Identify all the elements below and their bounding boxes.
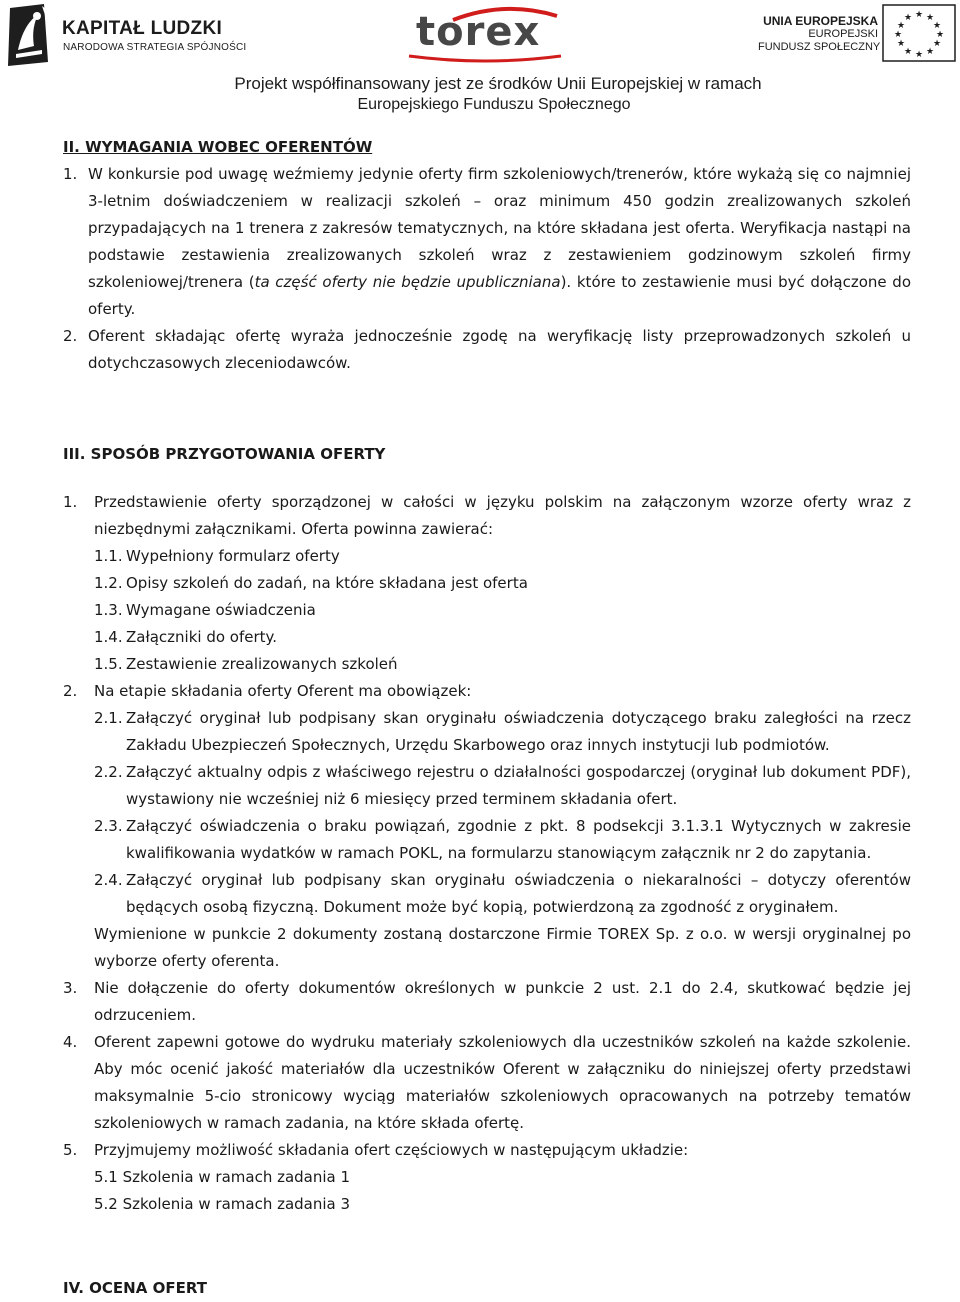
section-3-sub-1-1 bbox=[63, 543, 911, 570]
section-3-sub-1-3 bbox=[63, 597, 911, 624]
sub-number: 2.4. bbox=[94, 871, 123, 889]
item-number: 2. bbox=[63, 682, 78, 700]
section-3-item-5-b: 5.2 Szkolenia w ramach zadania 3 bbox=[94, 1195, 351, 1213]
sub-number: 1.4. bbox=[94, 628, 123, 646]
item-number: 1. bbox=[63, 165, 78, 183]
svg-text:★: ★ bbox=[903, 12, 913, 22]
section-3-item-4 bbox=[63, 1029, 911, 1137]
item-text: Nie dołączenie do oferty dokumentów określonych w punkcie 2 ust. 2.1 do 2.4, skutkować będzie jej odrzuceniem. bbox=[94, 979, 911, 1024]
kapital-ludzki-title: KAPITAŁ LUDZKI bbox=[62, 18, 223, 39]
item-text: Na etapie składania oferty Oferent ma obowiązek: bbox=[94, 682, 472, 700]
svg-text:★: ★ bbox=[925, 46, 935, 56]
section-3-item-5 bbox=[63, 1137, 911, 1164]
torex-logo: torex bbox=[416, 9, 541, 55]
svg-text:★: ★ bbox=[893, 29, 903, 39]
item-text: W konkursie pod uwagę weźmiemy jedynie oferty firm szkoleniowych/trenerów, które wykażą się co najmniej 3-letnim doświadczeniem w realizacji szkoleń – oraz minimum 450 godzin zrealizowanych szkoleń przypadających na 1 trenera z zakresów tematycznych, na które składana jest oferta. bbox=[88, 165, 911, 237]
item-number: 4. bbox=[63, 1033, 78, 1051]
svg-text:★: ★ bbox=[935, 29, 945, 39]
section-2-item-2 bbox=[63, 323, 911, 377]
sub-number: 2.3. bbox=[94, 817, 123, 835]
section-3-item-2-note: Wymienione w punkcie 2 dokumenty zostaną dostarczone Firmie TOREX Sp. z o.o. w wersji oryginalnej po wyborze oferty oferenta. bbox=[94, 925, 911, 970]
section-3-sub-2-3 bbox=[63, 813, 911, 867]
item-text-b-post: ). które to zestawienie musi być dołączone do oferty. bbox=[88, 273, 911, 318]
section-3-sub-1-2 bbox=[63, 570, 911, 597]
sub-number: 1.1. bbox=[94, 547, 123, 565]
section-3-item-5-a: 5.1 Szkolenia w ramach zadania 1 bbox=[94, 1168, 351, 1186]
sub-text: Zestawienie zrealizowanych szkoleń bbox=[126, 655, 398, 673]
sub-text: Załączyć aktualny odpis z właściwego rejestru o działalności gospodarczej (oryginał lub dokument PDF), wystawiony nie wcześniej niż 6 miesięcy przed terminem składania ofert. bbox=[126, 763, 911, 808]
item-number: 2. bbox=[63, 327, 78, 345]
svg-text:★: ★ bbox=[896, 38, 906, 48]
svg-text:★: ★ bbox=[896, 20, 906, 30]
sub-number: 1.2. bbox=[94, 574, 123, 592]
eu-line3: FUNDUSZ SPOŁECZNY bbox=[758, 41, 881, 53]
sub-text: Opisy szkoleń do zadań, na które składana jest oferta bbox=[126, 574, 528, 592]
section-3-item-3 bbox=[63, 975, 911, 1029]
section-3-sub-1-5 bbox=[63, 651, 911, 678]
svg-text:★: ★ bbox=[914, 49, 924, 59]
svg-text:★: ★ bbox=[925, 12, 935, 22]
eu-flag-icon bbox=[882, 4, 956, 62]
section-4-heading: IV. OCENA OFERT bbox=[63, 1279, 207, 1297]
section-3-item-2 bbox=[63, 678, 911, 705]
section-3-sub-2-2 bbox=[63, 759, 911, 813]
item-text: Przyjmujemy możliwość składania ofert częściowych w następującym układzie: bbox=[94, 1141, 689, 1159]
document-body bbox=[63, 134, 911, 1302]
section-3-sub-1-4 bbox=[63, 624, 911, 651]
sub-number: 1.5. bbox=[94, 655, 123, 673]
torex-underline-icon bbox=[405, 52, 565, 66]
section-3-sub-2-1 bbox=[63, 705, 911, 759]
sub-text: Załączyć oświadczenia o braku powiązań, zgodnie z pkt. 8 podsekcji 3.1.3.1 Wytycznych w zakresie kwalifikowania wydatków w ramach POKL, na formularzu stanowiącym załącznik nr 2 do zapytania. bbox=[126, 817, 911, 862]
item-text: Oferent zapewni gotowe do wydruku materiały szkoleniowych dla uczestników szkoleń na każde szkolenie. Aby móc ocenić jakość materiałów dla uczestników Oferent w załączniku do niniejszej oferty przedstawi maksymalnie 5-cio stronicowy wyciąg materiałów szkoleniowych opracowanych na potrzeby tematów szkoleniowych w ramach zadania, na które składa ofertę. bbox=[94, 1033, 911, 1132]
sub-text: Wypełniony formularz oferty bbox=[126, 547, 340, 565]
sub-text: Załączniki do oferty. bbox=[126, 628, 278, 646]
page-header bbox=[0, 0, 960, 120]
eu-line1: UNIA EUROPEJSKA bbox=[763, 14, 878, 28]
project-line-2: Europejskiego Funduszu Społecznego bbox=[357, 96, 631, 113]
item-text: Oferent składając ofertę wyraża jednocześnie zgodę na weryfikację listy przeprowadzonych szkoleń u dotychczasowych zleceniodawców. bbox=[88, 327, 911, 372]
svg-text:★: ★ bbox=[914, 9, 924, 19]
section-2-item-1 bbox=[63, 161, 911, 323]
item-number: 3. bbox=[63, 979, 78, 997]
svg-text:★: ★ bbox=[932, 20, 942, 30]
section-3-heading: III. SPOSÓB PRZYGOTOWANIA OFERTY bbox=[63, 445, 386, 463]
item-text-b-italic: ta część oferty nie będzie upubliczniana bbox=[254, 273, 561, 291]
section-2-heading: II. WYMAGANIA WOBEC OFERENTÓW bbox=[63, 138, 373, 156]
sub-number: 2.1. bbox=[94, 709, 123, 727]
sub-text: Załączyć oryginał lub podpisany skan oryginału oświadczenia dotyczącego braku zaległości na rzecz Zakładu Ubezpieczeń Społecznych, Urzędu Skarbowego oraz innych instytucji lub podmiotów. bbox=[126, 709, 911, 754]
eu-text-block bbox=[758, 14, 881, 54]
section-3-sub-2-4 bbox=[63, 867, 911, 921]
kapital-ludzki-subtitle: NARODOWA STRATEGIA SPÓJNOŚCI bbox=[63, 42, 247, 53]
item-number: 5. bbox=[63, 1141, 78, 1159]
eu-line2: EUROPEJSKI bbox=[808, 28, 878, 40]
sub-number: 1.3. bbox=[94, 601, 123, 619]
section-3-item-1 bbox=[63, 489, 911, 543]
item-text: Przedstawienie oferty sporządzonej w całości w języku polskim na załączonym wzorze oferty wraz z niezbędnymi załącznikami. Oferta powinna zawierać: bbox=[94, 493, 911, 538]
svg-text:★: ★ bbox=[932, 38, 942, 48]
sub-text: Wymagane oświadczenia bbox=[126, 601, 316, 619]
sub-number: 2.2. bbox=[94, 763, 123, 781]
sub-text: Załączyć oryginał lub podpisany skan oryginału oświadczenia o niekaralności – dotyczy oferentów będących osobą fizyczną. Dokument może być kopią, potwierdzoną za zgodność z oryginałem. bbox=[126, 871, 911, 916]
item-number: 1. bbox=[63, 493, 78, 511]
item-text-b-pre: Weryfikacja nastąpi na podstawie zestawienia zrealizowanych szkoleń wraz z zestawieniem godzinowym szkoleń firmy szkoleniowej/trenera ( bbox=[88, 219, 911, 291]
project-line-1: Projekt współfinansowany jest ze środków Unii Europejskiej w ramach bbox=[234, 74, 762, 93]
svg-text:★: ★ bbox=[903, 46, 913, 56]
kapital-ludzki-emblem-icon bbox=[4, 2, 54, 68]
